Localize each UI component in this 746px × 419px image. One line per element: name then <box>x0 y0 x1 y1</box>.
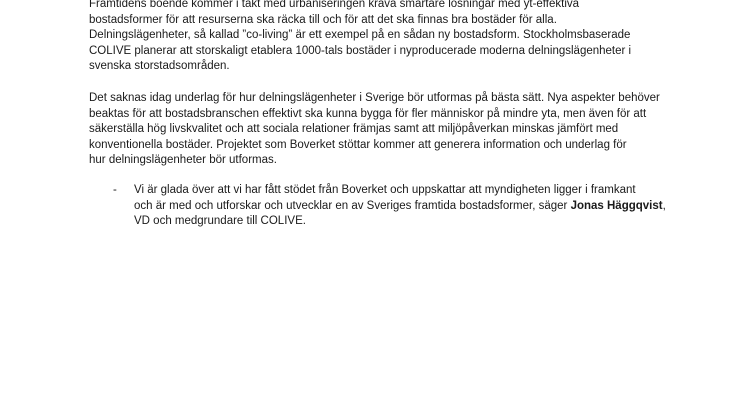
quote-text <box>134 183 694 230</box>
quote-line: Vi är glada över att vi har fått stödet från Boverket och uppskattar att myndigheten ligger i framkant <box>134 184 636 196</box>
quote-line <box>134 199 694 215</box>
paragraph-line: hur delningslägenheter bör utformas. <box>89 154 277 167</box>
paragraph-line: säkerställa hög livskvalitet och att sociala relationer främjas samt att miljöpåverkan minskas jämfört med <box>89 123 619 136</box>
intro-paragraph <box>89 0 689 75</box>
quote-punctuation: , <box>662 199 666 212</box>
speaker-name: Jonas Häggqvist <box>570 199 663 212</box>
paragraph-line: Delningslägenheter, så kallad ”co-living” är ett exempel på en sådan ny bostadsform. Stockholmsbaserade <box>89 29 631 42</box>
paragraph-line: Det saknas idag underlag för hur delningslägenheter i Sverige bör utformas på bästa sätt. Nya aspekter behöver <box>89 92 660 104</box>
paragraph-line: bostadsformer för att resurserna ska räcka till och för att det ska finnas bra bostäder för alla. <box>89 13 557 26</box>
quote-line-text: och är med och utforskar och utvecklar en av Sveriges framtida bostadsformer, säger <box>134 199 571 212</box>
body-paragraph <box>89 91 689 169</box>
paragraph-line: konventionella bostäder. Projektet som Boverket stöttar kommer att generera information och underlag för <box>89 138 627 151</box>
paragraph-line: Framtidens boende kommer i takt med urbaniseringen kräva smartare lösningar med yt-effektiva <box>89 0 580 10</box>
quote-dash: - <box>113 184 117 196</box>
paragraph-line: svenska storstadsområden. <box>89 60 230 73</box>
paragraph-line: beaktas för att bostadsbranschen effektivt ska kunna bygga för fler människor på mindre yta, men även för att <box>89 107 647 120</box>
quote-line: VD och medgrundare till COLIVE. <box>134 215 306 228</box>
paragraph-line: COLIVE planerar att storskaligt etablera 1000-tals bostäder i nyproducerade moderna delningslägenheter i <box>89 44 632 57</box>
